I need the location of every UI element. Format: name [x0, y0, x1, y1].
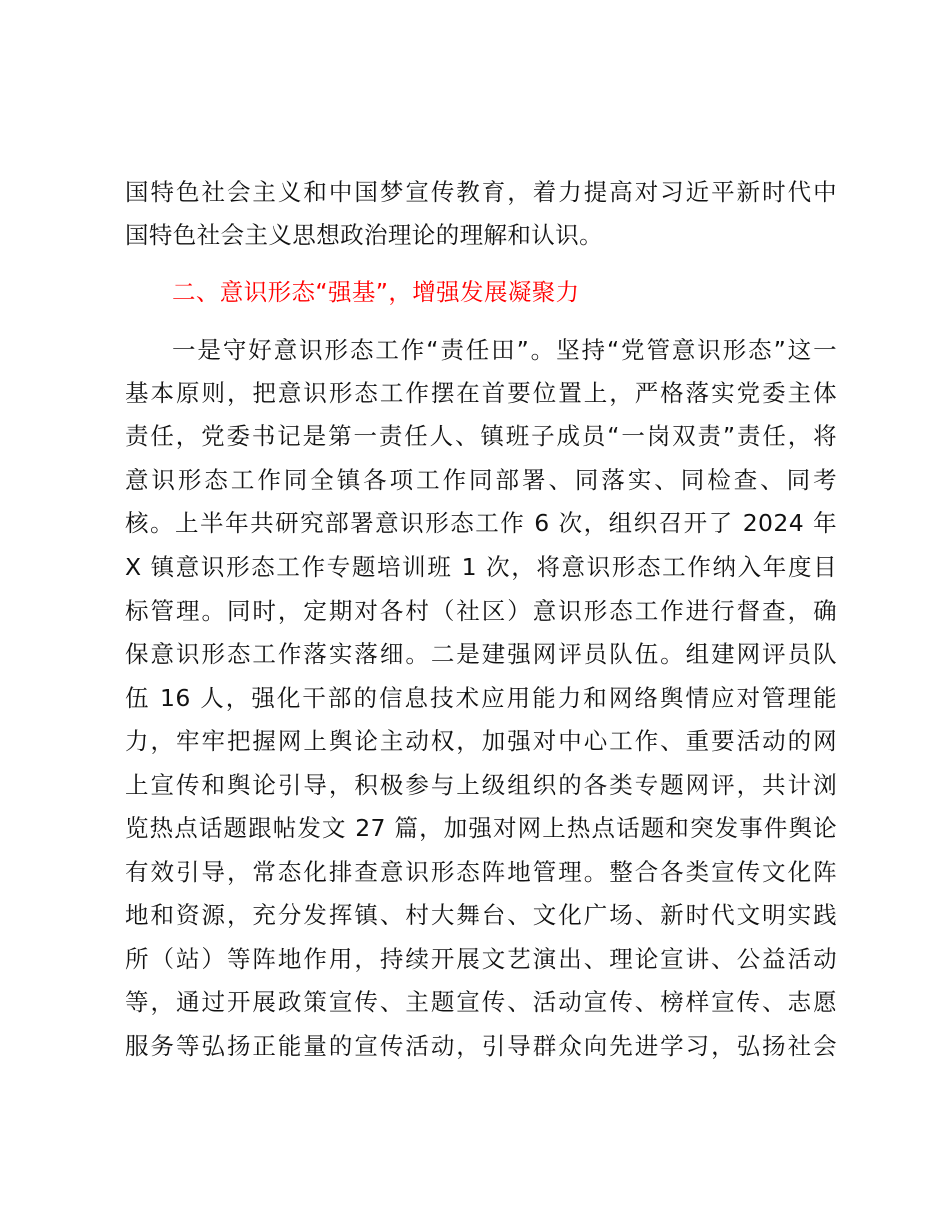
body-line-2: 基本原则，把意识形态工作摆在首要位置上，严格落实党委主体	[125, 379, 837, 407]
body-line-11: 上宣传和舆论引导，积极参与上级组织的各类专题网评，共计浏	[125, 771, 837, 799]
body-line-13: 有效引导，常态化排查意识形态阵地管理。整合各类宣传文化阵	[125, 858, 837, 886]
body-line-7: 标管理。同时，定期对各村（社区）意识形态工作进行督查，确	[125, 597, 837, 625]
body-line-8: 保意识形态工作落实落细。二是建强网评员队伍。组建网评员队	[125, 640, 837, 668]
intro-line-2: 国特色社会主义思想政治理论的理解和认识。	[125, 221, 603, 249]
body-line-17: 服务等弘扬正能量的宣传活动，引导群众向先进学习，弘扬社会	[125, 1032, 837, 1060]
body-line-6: X 镇意识形态工作专题培训班 1 次，将意识形态工作纳入年度目	[125, 553, 837, 581]
body-line-4: 意识形态工作同全镇各项工作同部署、同落实、同检查、同考	[125, 466, 837, 494]
body-line-3: 责任，党委书记是第一责任人、镇班子成员“一岗双责”责任，将	[125, 422, 837, 450]
body-line-12: 览热点话题跟帖发文 27 篇，加强对网上热点话题和突发事件舆论	[125, 814, 837, 842]
intro-line-1: 国特色社会主义和中国梦宣传教育，着力提高对习近平新时代中	[125, 178, 837, 206]
section-heading: 二、意识形态“强基”，增强发展凝聚力	[172, 278, 580, 306]
body-line-14: 地和资源，充分发挥镇、村大舞台、文化广场、新时代文明实践	[125, 901, 837, 929]
body-line-16: 等，通过开展政策宣传、主题宣传、活动宣传、榜样宣传、志愿	[125, 988, 837, 1016]
body-line-10: 力，牢牢把握网上舆论主动权，加强对中心工作、重要活动的网	[125, 727, 837, 755]
body-line-1: 一是守好意识形态工作“责任田”。坚持“党管意识形态”这一	[172, 336, 837, 364]
body-line-15: 所（站）等阵地作用，持续开展文艺演出、理论宣讲、公益活动	[125, 945, 837, 973]
body-line-5: 核。上半年共研究部署意识形态工作 6 次，组织召开了 2024 年	[125, 509, 837, 537]
body-line-9: 伍 16 人，强化干部的信息技术应用能力和网络舆情应对管理能	[125, 684, 837, 712]
